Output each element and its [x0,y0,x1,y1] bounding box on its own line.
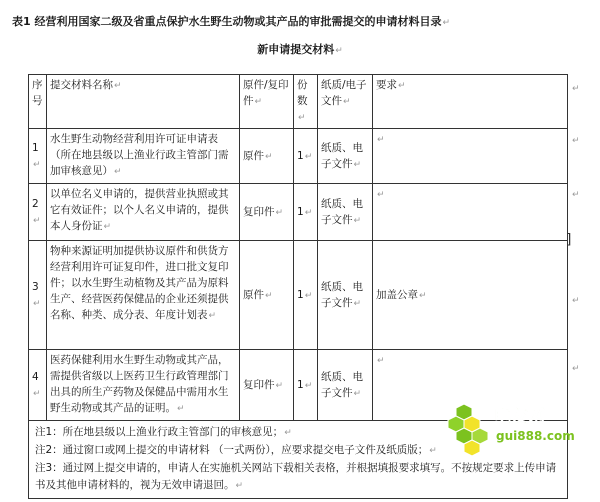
row-requirement: 加盖公章↵ [373,241,568,350]
table-resize-bracket: ] [566,232,572,248]
row-medium: 纸质、电子文件↵ [318,350,373,421]
row-type: 复印件↵ [240,184,294,241]
header-requirement: 要求↵ [373,75,568,129]
table-row [29,184,568,241]
header-no: 序号 [29,75,47,129]
header-count: 份数↵ [294,75,318,129]
row-material-name: 水生野生动物经营利用许可证申请表（所在地县级以上渔业行政主管部门需加审核意见）↵ [47,129,240,184]
row-count: 1↵ [294,350,318,421]
row-requirement: ↵ [373,129,568,184]
row-material-name: 物种来源证明加提供协议原件和供货方经营利用许可证复印件，进口批文复印件；以水生野生动植物及其产品为原料生产、经营医药保健品的企业还须提供名称、种类、成分表、年度计划表↵ [47,241,240,350]
row-end-mark: ↵ [572,296,580,306]
row-end-mark: ↵ [572,364,580,374]
row-requirement: ↵ [373,350,568,421]
table-row [29,241,568,350]
note-2: 注2：通过窗口或网上提交的申请材料 （一式两份），应要求提交电子文件及纸质版；↵ [35,444,437,456]
table-header-row [29,75,568,129]
row-no: 1↵ [29,129,47,184]
header-name: 提交材料名称↵ [47,75,240,129]
document-subtitle: 新申请提交材料↵ [257,43,343,56]
row-medium: 纸质、电子文件↵ [318,241,373,350]
row-type: 原件↵ [240,241,294,350]
row-end-mark: ↵ [572,136,580,146]
row-no: 3↵ [29,241,47,350]
row-material-name: 医药保健利用水生野生动物或其产品，需提供省级以上医药卫生行政管理部门出具的所生产药物及保健品中需用水生野生动物或其产品的证明。↵ [47,350,240,421]
row-count: 1↵ [294,184,318,241]
note-3: 注3：通过网上提交申请的，申请人在实施机关网站下载相关表格，并根据填报要求填写。不按规定要求上传申请书及其他申请材料的，视为无效申请退回。↵ [35,462,557,491]
row-no: 2↵ [29,184,47,241]
header-type: 原件/复印件↵ [240,75,294,129]
svg-text:gui888.com: gui888.com [496,429,575,443]
row-no: 4↵ [29,350,47,421]
row-medium: 纸质、电子文件↵ [318,129,373,184]
row-type: 复印件↵ [240,350,294,421]
row-material-name: 以单位名义申请的，提供营业执照或其它有效证件；以个人名义申请的，提供本人身份证↵ [47,184,240,241]
row-requirement: ↵ [373,184,568,241]
note-1: 注1：所在地县级以上渔业行政主管部门的审核意见；↵ [35,426,292,438]
row-end-mark: ↵ [572,84,580,94]
watermark-logo [444,400,600,460]
svg-text:电友网: 电友网 [494,407,545,427]
header-medium: 纸质/电子文件↵ [318,75,373,129]
document-title: 表1 经营利用国家二级及省重点保护水生野生动物或其产品的审批需提交的申请材料目录↵ [12,15,451,28]
row-count: 1↵ [294,241,318,350]
row-end-mark: ↵ [572,190,580,200]
row-count: 1↵ [294,129,318,184]
hexagon-cluster-icon [448,404,488,456]
row-medium: 纸质、电子文件↵ [318,184,373,241]
row-type: 原件↵ [240,129,294,184]
table-row [29,129,568,184]
